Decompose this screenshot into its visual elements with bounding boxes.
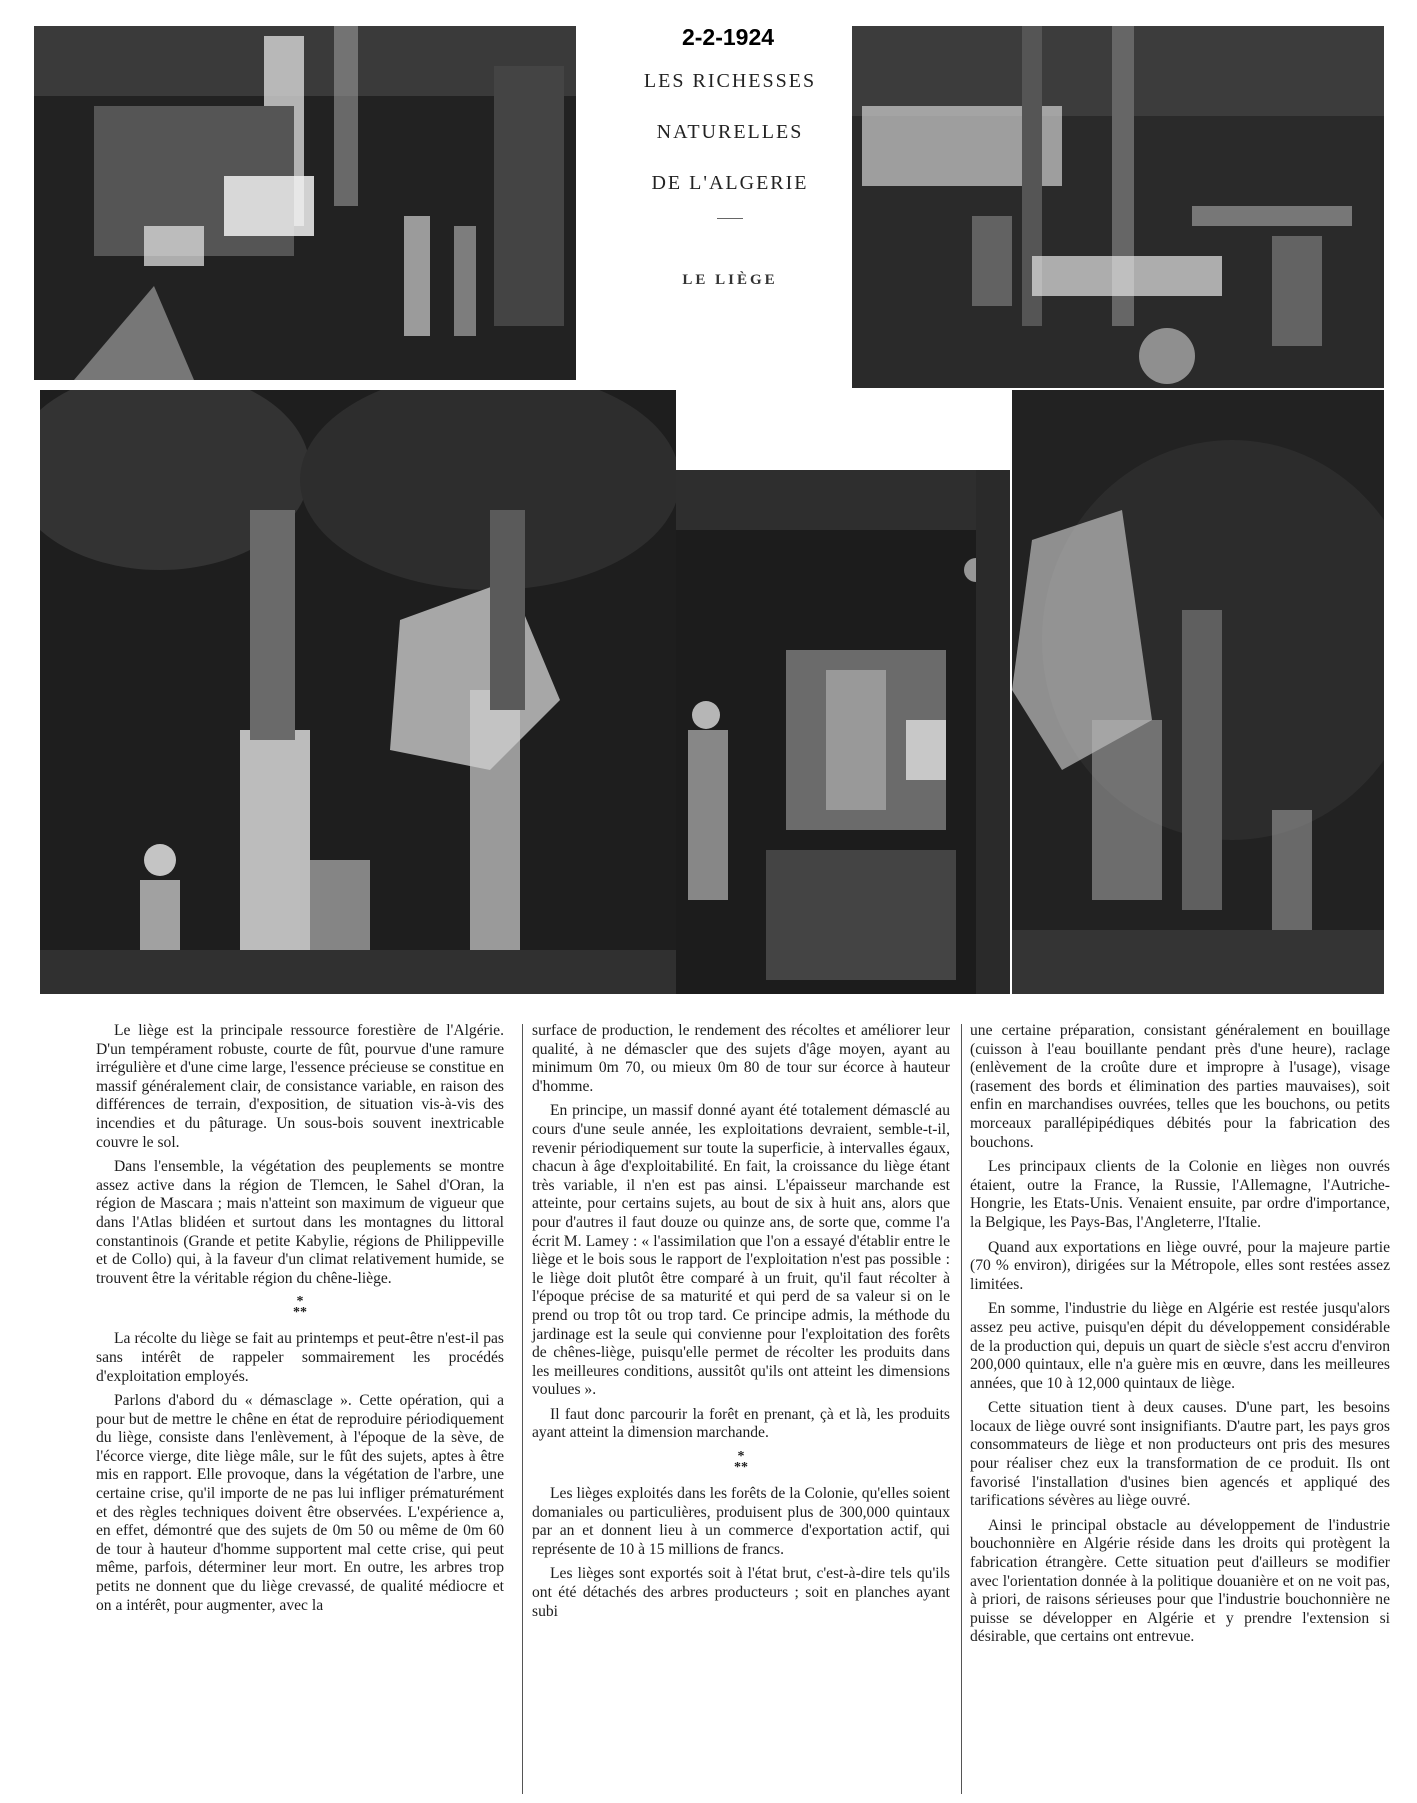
- paragraph: une certaine préparation, consistant généralement en bouillage (cuisson à l'eau bouillante pendant près d'une heure), raclage (enlèvement de la croûte dure et impropre à l'usage), visage (rasement des bords et élimination des parties mauvaises), soit enfin en marchandises ouvrées, telles que les bouchons, ou petits morceaux parallépipédiques débités pour la fabrication des bouchons.: [970, 1022, 1390, 1151]
- paragraph: Parlons d'abord du « démasclage ». Cette opération, qui a pour but de mettre le chêne en état de reproduire périodiquement du liège, consiste dans l'enlèvement, à l'époque de la sève, de l'écorce vierge, dite liège mâle, sur le fût des sujets, aptes à être mis en rapport. Elle provoque, dans la végétation de l'arbre, une certaine crise, qu'il importe de ne pas lui infliger prématurément et des règles techniques doivent être observées. L'expérience a, en effet, démontré que des sujets de 0m 50 ou même de 0m 60 de tour à hauteur d'homme supportent mal cette crise, qui peut même, parfois, déterminer leur mort. En outre, les arbres trop petits ne donnent que du liège crevassé, de qualité médiocre et on a intérêt, pour augmenter, avec la: [96, 1392, 504, 1614]
- photo-factory-ovens: [34, 26, 576, 380]
- paragraph: Dans l'ensemble, la végétation des peuplements se montre assez active dans la région de Tlemcen, le Sahel d'Oran, la région de Mascara ; mais n'atteint son maximum de vigueur que dans l'Atlas blidéen et surtout dans les montagnes du littoral constantinois (Grande et petite Kabylie, régions de Philippeville et de Collo) qui, à la faveur d'un climat relativement humide, se trouvent être la véritable région du chêne-liège.: [96, 1158, 504, 1287]
- date-heading: 2-2-1924: [681, 24, 775, 50]
- title-rule: [717, 218, 743, 219]
- photo-cork-oak-harvest: [40, 390, 676, 994]
- paragraph: En somme, l'industrie du liège en Algérie est restée jusqu'alors assez peu active, puisqu'en dépit du développement considérable de la production qui, depuis un quart de siècle s'est accru d'environ 200,000 quintaux, elle n'a guère mis en œuvre, dans les meilleures années, que 10 à 12,000 quintaux de liège.: [970, 1300, 1390, 1392]
- section-separator: * **: [734, 1449, 748, 1476]
- title-line-3: DE L'ALGERIE: [651, 172, 809, 194]
- paragraph: Les lièges sont exportés soit à l'état brut, c'est-à-dire tels qu'ils ont été détachés des arbres producteurs ; soit en planches ayant subi: [532, 1565, 950, 1620]
- article-column-1: [96, 1022, 504, 1621]
- article-column-3: [970, 1022, 1390, 1653]
- column-rule-2: [961, 1024, 962, 1794]
- column-rule-1: [522, 1024, 523, 1794]
- paragraph: Cette situation tient à deux causes. D'une part, les besoins locaux de liège ouvré sont insignifiants. D'autre part, les pays gros consommateurs de liège et non producteurs ont pris des mesures pour réaliser chez eux la transformation de ce produit. Ils ont favorisé l'installation d'usines bien agencés et appliqué des tarifications sévères au liège ouvré.: [970, 1399, 1390, 1510]
- paragraph: La récolte du liège se fait au printemps et peut-être n'est-il pas sans intérêt de rappeler sommairement les procédés d'exploitation employés.: [96, 1330, 504, 1385]
- paragraph: Quand aux exportations en liège ouvré, pour la majeure partie (70 % environ), dirigées sur la Métropole, elles sont restées assez limitées.: [970, 1238, 1390, 1293]
- title-line-2: NATURELLES: [656, 121, 804, 143]
- subtitle: LE LIÈGE: [682, 272, 778, 288]
- title-line-1: LES RICHESSES: [643, 70, 817, 92]
- paragraph: Les principaux clients de la Colonie en lièges non ouvrés étaient, outre la France, la Russie, l'Allemagne, l'Autriche-Hongrie, les Etats-Unis. Venaient ensuite, par ordre d'importance, la Belgique, les Pays-Bas, l'Angleterre, l'Italie.: [970, 1158, 1390, 1231]
- paragraph: Les lièges exploités dans les forêts de la Colonie, qu'elles soient domaniales ou particulières, produisent plus de 300,000 quintaux par an et donnent lieu à un commerce d'exportation actif, qui représente de 10 à 15 millions de francs.: [532, 1485, 950, 1558]
- paragraph: En principe, un massif donné ayant été totalement démasclé au cours d'une seule année, les exploitations devraient, semble-t-il, revenir périodiquement sur toute la superficie, à intervalles égaux, chacun à âge d'exploitabilité. En fait, la croissance du liège étant très variable, il n'en est pas ainsi. L'épaisseur marchande est atteinte, pour certains sujets, au bout de six à huit ans, alors que pour d'autres il faut douze ou quinze ans, de sorte que, comme l'a écrit M. Lamey : « l'assimilation que l'on a essayé d'établir entre le liège et le bois sous le rapport de l'exploitation n'est pas possible : le liège doit plutôt être comparé à un fruit, qu'il faut récolter à l'époque précise de sa maturité et qui perd de sa valeur si on le prend ou trop tôt ou trop tard. Ce principe admis, la méthode du jardinage est la seule qui convienne pour l'exploitation des forêts de chênes-liège, puisqu'elle permet de récolter les produits dans les meilleures conditions, aussitôt qu'ils ont atteint les dimensions voulues ».: [532, 1102, 950, 1399]
- section-separator: * **: [293, 1294, 307, 1321]
- photo-factory-workers: [852, 26, 1384, 388]
- paragraph: Ainsi le principal obstacle au développement de l'industrie bouchonnière en Algérie réside dans les droits qui protègent la fabrication étrangère. Cette situation peut d'ailleurs se modifier avec l'orientation donnée à la politique douanière et on ne voit pas, à priori, de raisons sérieuses pour que l'industrie bouchonnière ne puisse se développer en Algérie et y prendre l'extension si désirable, que certains ont entrevue.: [970, 1516, 1390, 1646]
- paragraph: surface de production, le rendement des récoltes et améliorer leur qualité, à ne démascler que des sujets d'âge moyen, ayant au minimum 0m 70, ou mieux 0m 80 de tour sur écorce à hauteur d'homme.: [532, 1022, 950, 1095]
- paragraph: Il faut donc parcourir la forêt en prenant, çà et là, les produits ayant atteint la dimension marchande.: [532, 1405, 950, 1442]
- article-column-2: [532, 1022, 950, 1627]
- paragraph: Le liège est la principale ressource forestière de l'Algérie. D'un tempérament robuste, courte de fût, pourvue d'une ramure irrégulière et d'une cime large, l'essence précieuse se constitue en massif généralement clair, de consistance variable, en raison des différences de terrain, d'exposition, de situation vis-à-vis des incendies et du pâturage. Un sous-bois souvent inextricable couvre le sol.: [96, 1022, 504, 1151]
- photo-cork-forest: [1012, 390, 1384, 994]
- photo-cork-machine: [676, 470, 1010, 994]
